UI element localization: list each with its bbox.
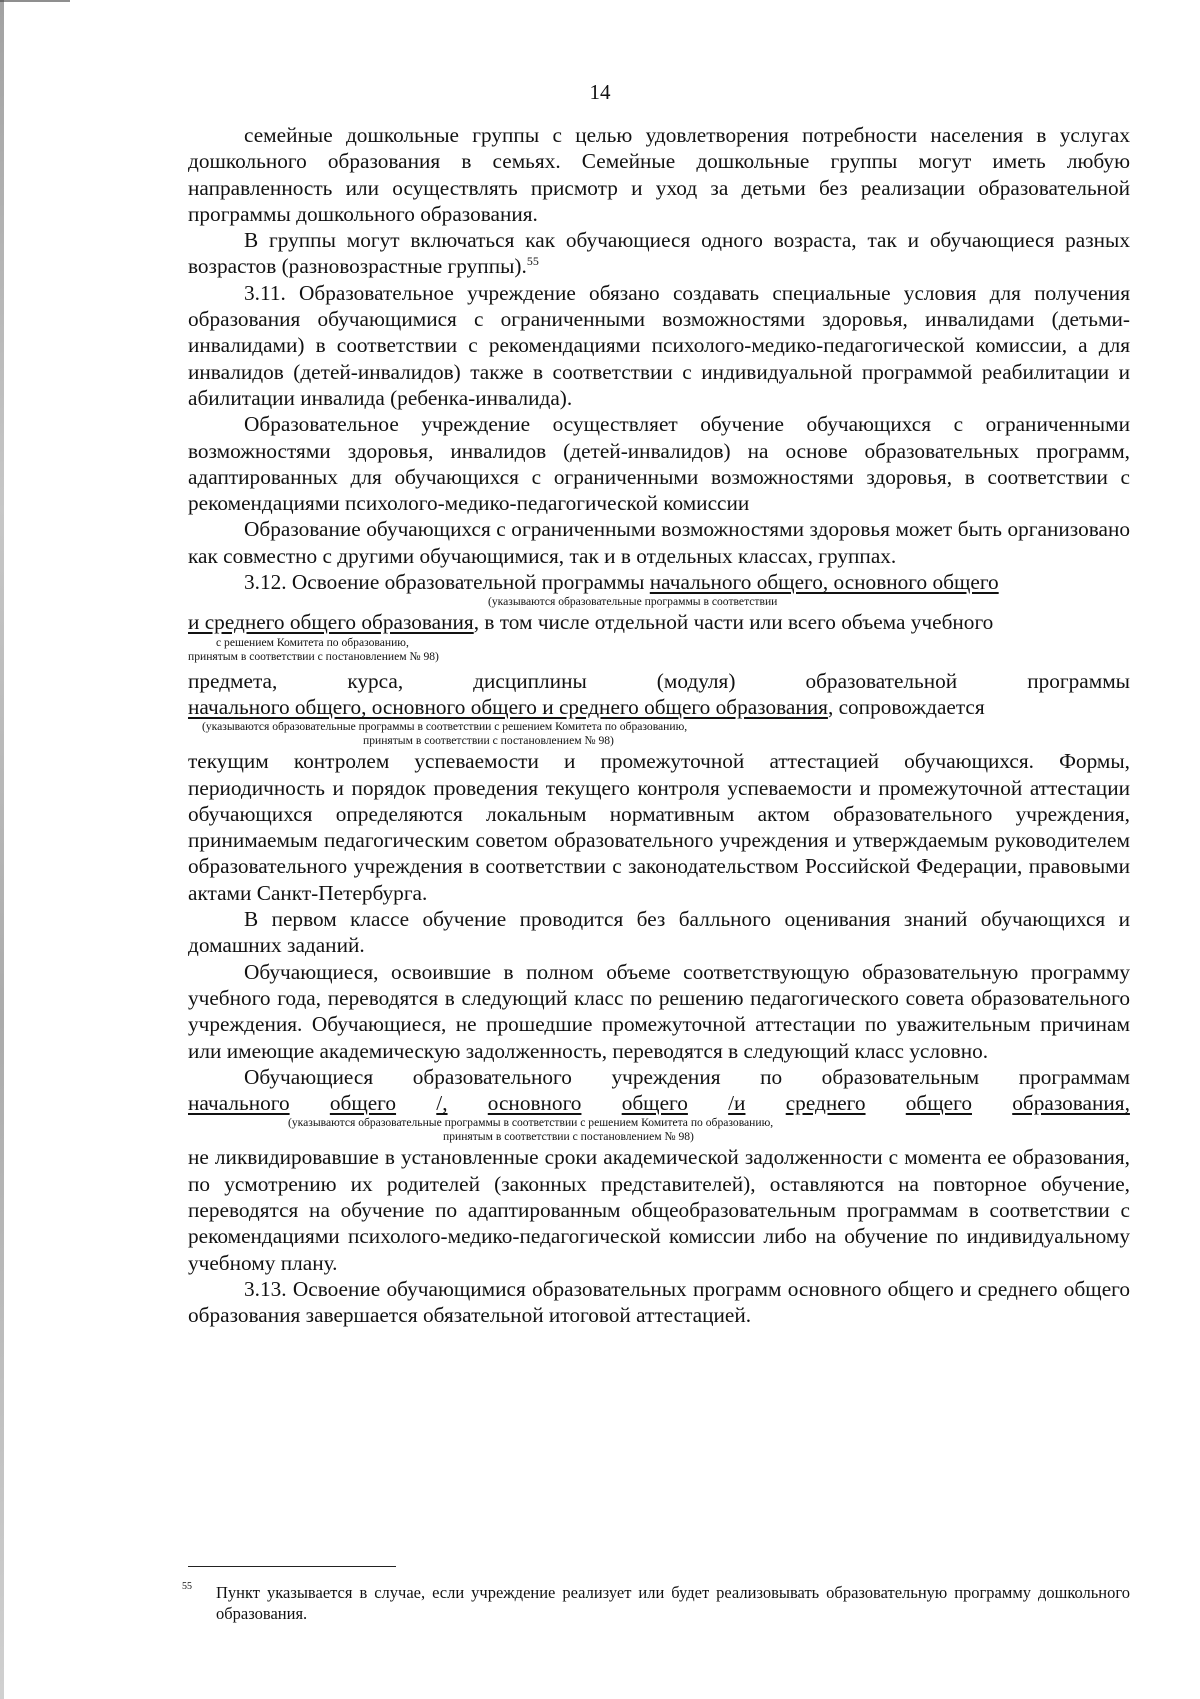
scan-edge (0, 0, 4, 1699)
fill-in-note: (указываются образовательные программы в соответствии с решением Комитета по образованию, (288, 1116, 774, 1130)
paragraph-3-12-line4 (188, 694, 1130, 720)
paragraph (188, 227, 1130, 280)
paragraph: Обучающиеся, освоившие в полном объеме соответствующую образовательную программу учебного года, переводятся в следующий класс по решению педагогического совета образовательного учреждения. Обучающиеся, не прошедшие промежуточной аттестации по уважительным причинам или имеющие академическую задолженность, переводятся в следующий класс условно. (188, 959, 1130, 1063)
document-body (188, 122, 1130, 1328)
paragraph-3-12-line1 (188, 569, 1130, 595)
fill-in-note: (указываются образовательные программы в соответствии с решением Комитета по образованию, (202, 720, 688, 734)
paragraph: В первом классе обучение проводится без балльного оценивания знаний обучающихся и домашних заданий. (188, 907, 1130, 958)
fill-in-note: принятым в соответствии с постановлением № 98) (188, 649, 439, 663)
paragraph-text: В группы могут включаться как обучающиеся одного возраста, так и обучающиеся разных возрастов (разновозрастные группы). (188, 228, 1130, 279)
word: общего (905, 1091, 972, 1116)
word: основного (487, 1091, 582, 1116)
word: программы (1027, 668, 1130, 693)
paragraph-3-11: 3.11. Образовательное учреждение обязано создавать специальные условия для получения образования обучающимися с ограниченными возможностями здоровья, инвалидами (детьми-инвалидами) в соответствии с рекомендациями психолого-медико-педагогической комиссии, а для инвалидов (детей-инвалидов) также в соответствии с индивидуальной программой реабилитации и абилитации инвалида (ребенка-инвалида). (188, 280, 1130, 410)
paragraph: семейные дошкольные группы с целью удовлетворения потребности населения в услугах дошкольного образования в семьях. Семейные дошкольные группы могут иметь любую направленность или осуществлять присмотр и уход за детьми без реализации образовательной программы дошкольного образования. (188, 123, 1130, 226)
page-number: 14 (589, 80, 611, 104)
word: предмета, (188, 668, 278, 693)
footnote-reference[interactable]: 55 (526, 254, 539, 269)
word: образовательной (805, 668, 958, 693)
word: (модуля) (656, 668, 736, 693)
fill-in-note: принятым в соответствии с постановлением № 98) (363, 734, 614, 748)
paragraph: Образовательное учреждение осуществляет обучение обучающихся с ограниченными возможностями здоровья, инвалидов (детей-инвалидов) на основе образовательных программ, адаптированных для обучающихся с ограниченными возможностями здоровья, в соответствии с рекомендациями психолого-медико-педагогической комиссии (188, 412, 1130, 516)
scan-edge-top (0, 0, 70, 2)
word: среднего (785, 1091, 866, 1116)
word: образования, (1012, 1091, 1130, 1116)
paragraph: Образование обучающихся с ограниченными возможностями здоровья может быть организовано как совместно с другими обучающимися, так и в отдельных классах, группах. (188, 517, 1130, 568)
word: дисциплины (473, 668, 587, 693)
word: общего (621, 1091, 688, 1116)
underlined-fill-in-line (188, 1090, 1130, 1116)
word: общего (329, 1091, 397, 1116)
paragraph-3-12-line2 (188, 609, 1130, 635)
word: /, (436, 1091, 448, 1116)
paragraph-text: , сопровождается (827, 694, 985, 719)
footnote-mark: 55 (182, 1581, 192, 1592)
underlined-fill-in: начального общего, основного общего (649, 570, 999, 595)
paragraph-text: , в том числе отдельной части или всего объема учебного (473, 610, 994, 635)
paragraph: не ликвидировавшие в установленные сроки академической задолженности с момента ее образования, по усмотрению их родителей (законных представителей), оставляются на повторное обучение, переводятся на обучение по адаптированным общеобразовательным программам в соответствии с рекомендациями психолого-медико-педагогической комиссии либо на обучение по индивидуальному учебному плану. (188, 1145, 1130, 1275)
fill-in-note: с решением Комитета по образованию, (216, 635, 409, 649)
paragraph-3-12-line3 (188, 668, 1130, 694)
footnote (182, 1581, 1130, 1624)
underlined-fill-in: начального общего, основного общего и среднего общего образования (188, 694, 828, 719)
underlined-fill-in: и среднего общего образования (188, 610, 474, 635)
footnote-separator (188, 1566, 396, 1567)
footnote-text: Пункт указывается в случае, если учреждение реализует или будет реализовывать образовательную программу дошкольного образования. (216, 1583, 1130, 1623)
paragraph: текущим контролем успеваемости и промежуточной аттестацией обучающихся. Формы, периодичность и порядок проведения текущего контроля успеваемости и промежуточной аттестации обучающихся определяются локальным нормативным актом образовательного учреждения, принимаемым педагогическим советом образовательного учреждения и утверждаемым руководителем образовательного учреждения в соответствии с законодательством Российской Федерации, правовыми актами Санкт-Петербурга. (188, 749, 1130, 905)
fill-in-note: принятым в соответствии с постановлением № 98) (443, 1130, 694, 1144)
paragraph: Обучающиеся образовательного учреждения по образовательным программам (244, 1064, 1130, 1089)
paragraph-3-13: 3.13. Освоение обучающимися образовательных программ основного общего и среднего общего образования завершается обязательной итоговой аттестацией. (188, 1276, 1130, 1328)
paragraph-text: 3.12. Освоение образовательной программы (244, 570, 650, 595)
word: /и (728, 1091, 746, 1116)
fill-in-note: (указываются образовательные программы в соответствии (488, 595, 778, 609)
word: начального (188, 1091, 290, 1116)
word: курса, (347, 668, 404, 693)
